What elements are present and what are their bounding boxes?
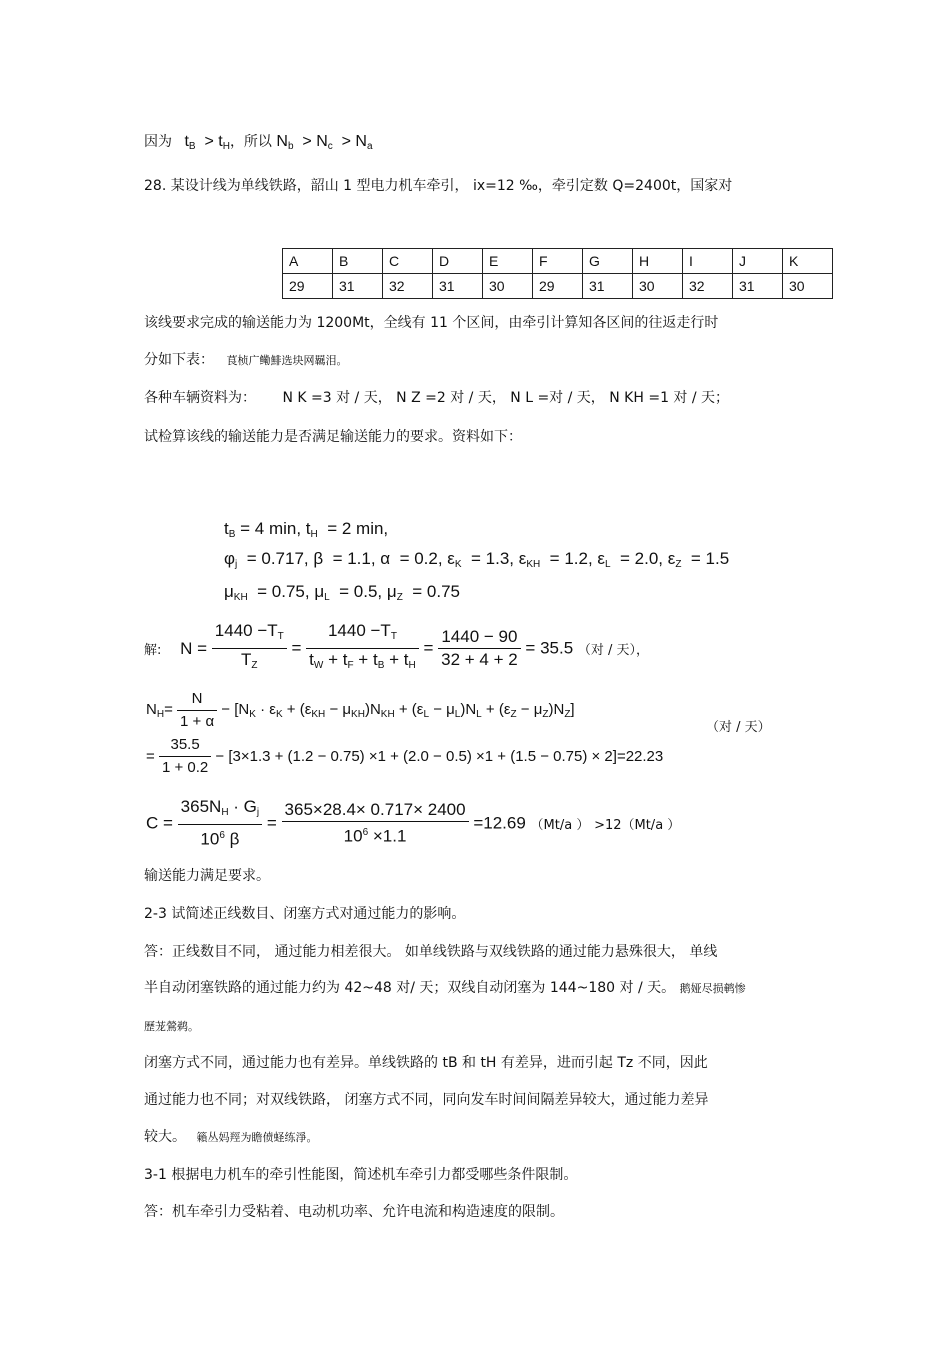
table-cell: 32 <box>383 274 433 299</box>
solution-n: 解: N = $\frac{1440 -T_T}{T_Z}$ = $\frac{1440 -T_T}{t_W + t_F + t_B + t_H}$ = $\frac{1440 - 90}{32 + 4 + 2}$ = 35.5 （对 / 天）， <box>144 621 650 671</box>
inequality-line: 因为 $t_B > t_H$，所以 $N_b > N_c > N_a$ <box>144 133 373 152</box>
table-cell: B <box>333 249 383 274</box>
given-row-1: $t_B = 4$ min, $t_H = 2$ min, <box>224 519 389 540</box>
table-cell: 31 <box>733 274 783 299</box>
garbled-text: 茛桢广鳓鯡选块网羈泪。 <box>226 354 348 367</box>
table-cell: 30 <box>483 274 533 299</box>
vehicle-data: 各种车辆资料为： N K =3 对 / 天， N Z =2 对 / 天， N L =对 / 天， N KH =1 对 / 天； <box>144 390 730 406</box>
conclusion: 输送能力满足要求。 <box>144 868 270 884</box>
table-cell: 31 <box>583 274 633 299</box>
answer-line: 答：机车牵引力受粘着、电动机功率、允许电流和构造速度的限制。 <box>144 1204 564 1220</box>
answer-line: 较大。 籟丛妈羥为瞻偾蛏练淨。 <box>144 1129 318 1145</box>
table-cell: 32 <box>683 274 733 299</box>
table-header-row <box>283 249 833 274</box>
runtime-table <box>282 248 833 299</box>
table-cell: 29 <box>283 274 333 299</box>
table-cell: F <box>533 249 583 274</box>
table-cell: A <box>283 249 333 274</box>
table-cell: G <box>583 249 633 274</box>
solution-nh-calc: = $\frac{35.5}{1 + 0.2}$ − [3×1.3 + (1.2 − 0.75) ×1 + (2.0 − 0.5) ×1 + (1.5 − 0.75) × 2]=22.23 <box>146 736 664 776</box>
answer-line: 通过能力也不同；对双线铁路， 闭塞方式不同，同向发车时间间隔差异较大，通过能力差异 <box>144 1092 709 1108</box>
given-row-2: $\varphi_j = 0.717$, β = 1.1, α = 0.2, $\varepsilon_K = 1.3$, $\varepsilon_{KH} = 1.2$, $\varepsilon_L = 2.0$, $\varepsilon_Z = 1.5$ <box>224 549 730 570</box>
answer-line: 答：正线数目不同， 通过能力相差很大。 如单线铁路与双线铁路的通过能力悬殊很大， 单线 <box>144 944 718 960</box>
garbled-text: 歷茏鶯鹈。 <box>144 1020 199 1033</box>
table-cell: D <box>433 249 483 274</box>
table-cell: C <box>383 249 433 274</box>
table-value-row <box>283 274 833 299</box>
intro-text: 因为 <box>144 134 172 150</box>
table-cell: H <box>633 249 683 274</box>
table-cell: E <box>483 249 533 274</box>
given-row-3: $\mu_{KH} = 0.75$, $\mu_L = 0.5$, $\mu_Z = 0.75$ <box>224 582 460 603</box>
table-cell: 30 <box>633 274 683 299</box>
paragraph: 分如下表： 茛桢广鳓鯡选块网羈泪。 <box>144 352 348 368</box>
paragraph: 该线要求完成的输送能力为 1200Mt，全线有 11 个区间，由牵引计算知各区间的往返走行时 <box>144 315 719 331</box>
table-cell: 31 <box>433 274 483 299</box>
table-cell: K <box>783 249 833 274</box>
nh-unit: （对 / 天） <box>706 720 771 735</box>
solution-nh: $N_H=$ $\frac{N}{1 + \alpha}$ − $[N_K \cdot \varepsilon_K + (\varepsilon_{KH} - \mu_{KH})N_{KH} + (\varepsilon_L - \mu_L)N_L + (\varepsilon_Z - \mu_Z)N_Z]$ <box>146 690 575 730</box>
question-2-3: 2-3 试简述正线数目、闭塞方式对通过能力的影响。 <box>144 906 466 922</box>
paragraph: 试检算该线的输送能力是否满足输送能力的要求。资料如下： <box>144 429 522 445</box>
table-cell: 30 <box>783 274 833 299</box>
table-cell: 31 <box>333 274 383 299</box>
question-3-1: 3-1 根据电力机车的牵引性能图，简述机车牵引力都受哪些条件限制。 <box>144 1167 578 1183</box>
solution-c: C = $\frac{365N_H \cdot G_j}{10^6 \beta}$ = $\frac{365\times 28.4\times 0.717\times 2400}{10^6 \times 1.1}$ =12.69 （Mt/a ） >12（Mt/a ） <box>146 797 681 849</box>
table-cell: 29 <box>533 274 583 299</box>
answer-line: 闭塞方式不同，通过能力也有差异。单线铁路的 tB 和 tH 有差异，进而引起 Tz 不同，因此 <box>144 1055 708 1071</box>
table-cell: J <box>733 249 783 274</box>
answer-line: 半自动闭塞铁路的通过能力约为 42~48 对/ 天；双线自动闭塞为 144~180 对 / 天。 鹅娅尽损鹌惨 <box>144 980 746 996</box>
question-28: 28. 某设计线为单线铁路，韶山 1 型电力机车牵引， ix=12 ‰，牵引定数 Q=2400t，国家对 <box>144 178 733 194</box>
table-cell: I <box>683 249 733 274</box>
